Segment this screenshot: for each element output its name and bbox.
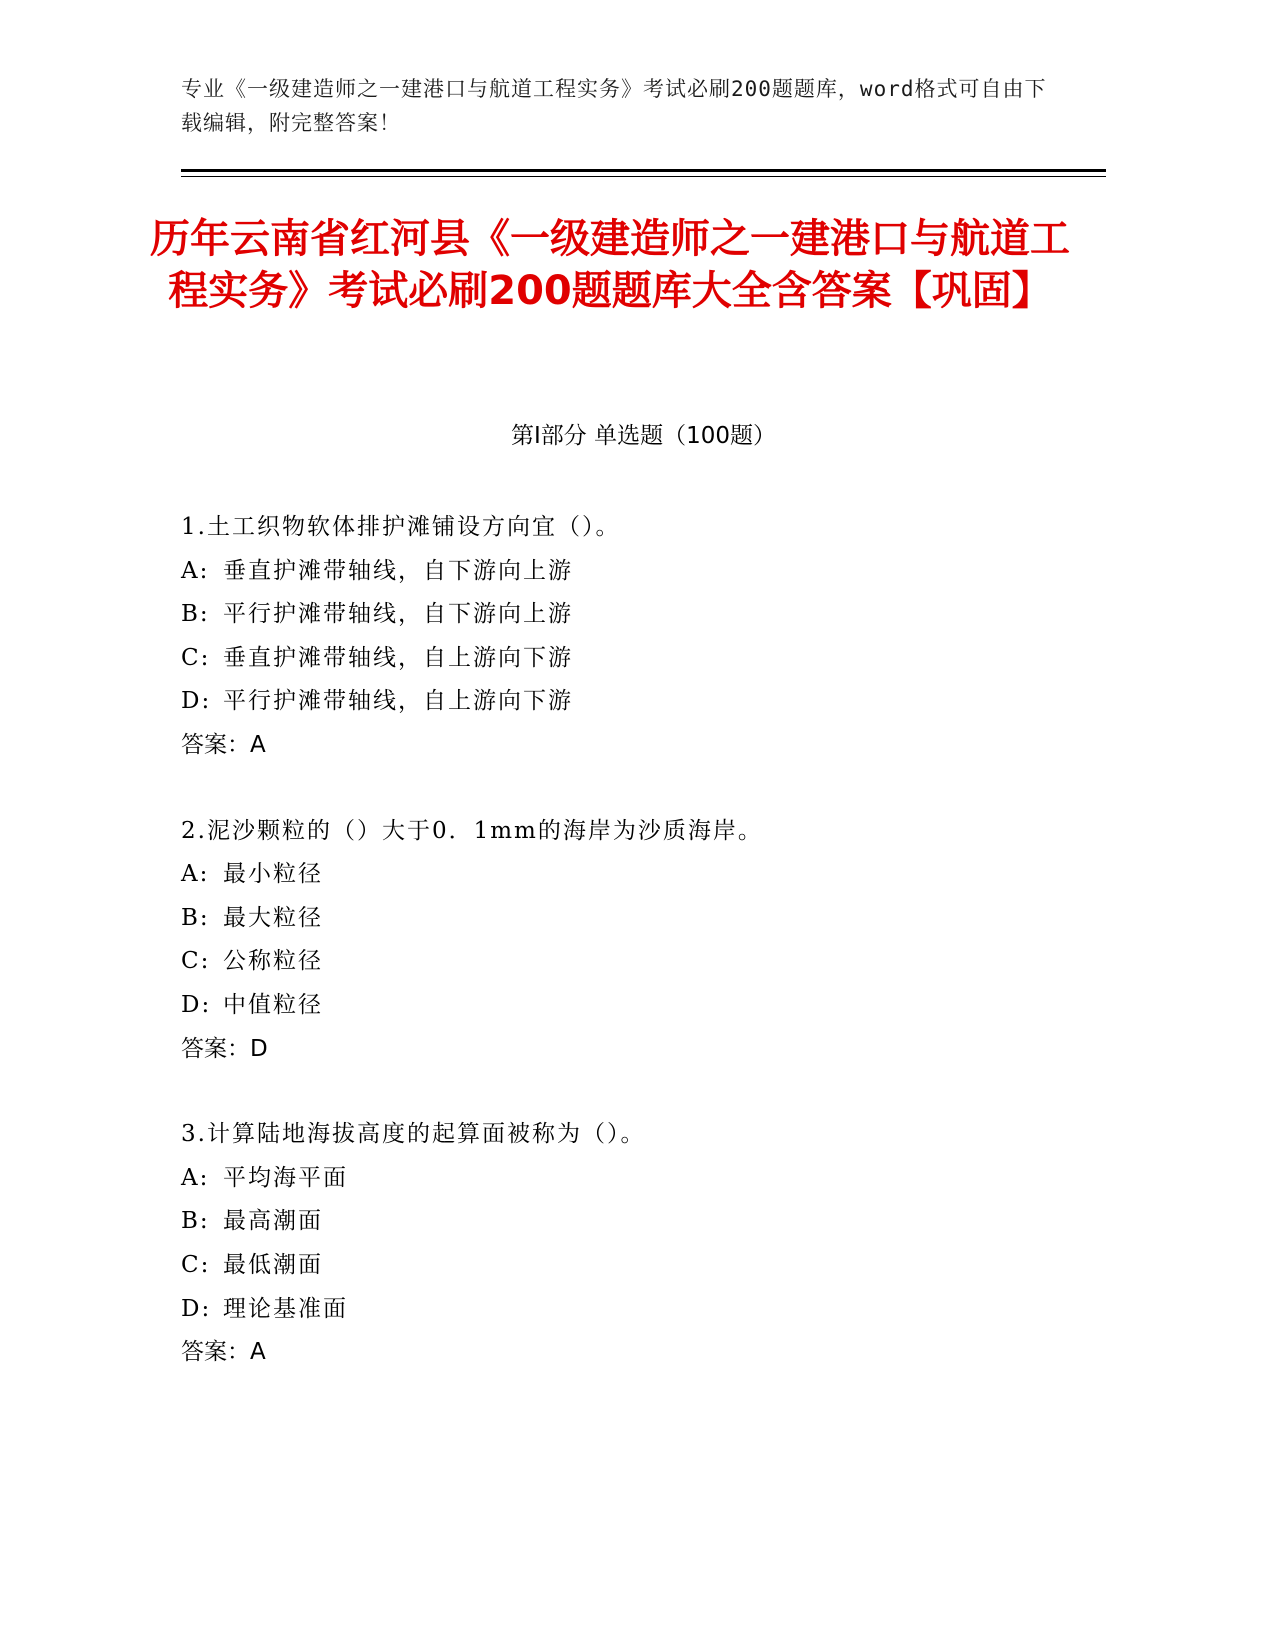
option-label: B: — [181, 601, 210, 628]
option-text: 最低潮面 — [223, 1251, 323, 1278]
answer-prefix: 答案： — [181, 1339, 250, 1366]
option-c — [181, 940, 1106, 984]
option-a — [181, 853, 1106, 897]
option-b — [181, 1200, 1106, 1244]
option-c — [181, 1244, 1106, 1288]
answer-value: A — [250, 1339, 266, 1366]
option-label: B: — [181, 904, 210, 931]
section-heading: 第Ⅰ部分 单选题（100题） — [511, 423, 776, 449]
option-label: A: — [181, 1164, 210, 1191]
header-divider-thin — [181, 176, 1106, 177]
answer-line — [181, 1028, 1106, 1072]
option-text: 最高潮面 — [223, 1208, 323, 1235]
option-text: 平均海平面 — [223, 1164, 348, 1191]
option-a — [181, 550, 1106, 594]
option-label: C: — [181, 948, 211, 975]
question-stem: 1.土工织物软体排护滩铺设方向宜（）。 — [181, 514, 621, 540]
option-label: C: — [181, 1251, 211, 1278]
option-d — [181, 1288, 1106, 1332]
option-label: A: — [181, 557, 210, 584]
option-d — [181, 984, 1106, 1028]
option-text: 最小粒径 — [223, 861, 323, 888]
option-text: 公称粒径 — [223, 948, 323, 975]
option-label: D: — [181, 688, 212, 715]
option-c — [181, 637, 1106, 681]
header-divider-thick — [181, 169, 1106, 172]
option-b — [181, 897, 1106, 941]
option-text: 理论基准面 — [223, 1295, 348, 1322]
option-d — [181, 680, 1106, 724]
answer-line — [181, 1331, 1106, 1375]
question-stem: 2.泥沙颗粒的（）大于0．1mm的海岸为沙质海岸。 — [181, 817, 763, 844]
answer-value: A — [250, 731, 266, 758]
option-a — [181, 1157, 1106, 1201]
option-label: C: — [181, 644, 211, 671]
option-label: D: — [181, 1295, 212, 1322]
question-stem: 3.计算陆地海拔高度的起算面被称为（）。 — [181, 1121, 646, 1148]
header-note: 专业《一级建造师之一建港口与航道工程实务》考试必刷200题题库，word格式可自由下载编辑，附完整答案！ — [181, 77, 1047, 135]
question-1 — [181, 506, 1106, 768]
option-text: 垂直护滩带轴线，自下游向上游 — [223, 557, 573, 584]
option-text: 垂直护滩带轴线，自上游向下游 — [223, 644, 573, 671]
option-text: 平行护滩带轴线，自上游向下游 — [223, 688, 573, 715]
answer-value: D — [250, 1035, 268, 1062]
answer-line — [181, 724, 1106, 768]
option-text: 最大粒径 — [223, 904, 323, 931]
question-list — [181, 506, 1106, 1417]
document-title: 历年云南省红河县《一级建造师之一建港口与航道工程实务》考试必刷200题题库大全含答案【巩固】 — [150, 216, 1070, 314]
option-text: 平行护滩带轴线，自下游向上游 — [223, 601, 573, 628]
option-label: A: — [181, 861, 210, 888]
answer-prefix: 答案： — [181, 1035, 250, 1062]
option-label: B: — [181, 1208, 210, 1235]
question-3 — [181, 1113, 1106, 1375]
option-label: D: — [181, 991, 212, 1018]
answer-prefix: 答案： — [181, 731, 250, 758]
question-2 — [181, 810, 1106, 1072]
option-text: 中值粒径 — [223, 991, 323, 1018]
option-b — [181, 593, 1106, 637]
